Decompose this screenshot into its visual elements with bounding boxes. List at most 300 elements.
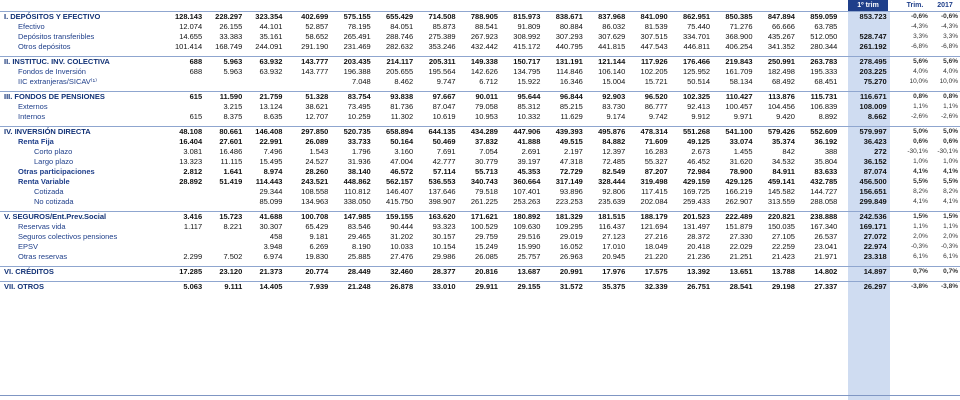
current-quarter-value: 36.152 (863, 157, 887, 166)
period-value: 81.539 (644, 22, 668, 31)
period-value: 9.181 (309, 232, 329, 241)
quarter-change-value: 4,1% (913, 198, 928, 205)
current-quarter-value: 36.423 (863, 137, 887, 146)
period-value: 8.462 (394, 77, 414, 86)
period-value: 275.389 (428, 32, 456, 41)
current-quarter-header: 1º trim (848, 0, 888, 11)
row-label: Depósitos transferibles (18, 32, 95, 41)
period-value: 58.652 (305, 32, 329, 41)
row-label: IIC extranjeras/SICAV⁽¹⁾ (18, 77, 97, 86)
period-value: 28.377 (432, 267, 456, 276)
period-value: 13.651 (729, 267, 753, 276)
period-value: 435.267 (767, 32, 795, 41)
period-value (204, 187, 244, 197)
table-row (0, 167, 960, 177)
table-row (0, 127, 960, 138)
period-value: 10.259 (347, 112, 371, 121)
period-value: 402.699 (301, 12, 329, 21)
period-value: 31.620 (729, 157, 753, 166)
quarter-change-value: 4,0% (913, 68, 928, 75)
period-value: 313.559 (767, 197, 795, 206)
period-value: 108.558 (301, 187, 329, 196)
period-value: 1.455 (733, 147, 753, 156)
period-value: 288.058 (810, 197, 838, 206)
year-change-value: 6,1% (943, 253, 958, 260)
period-value: 16.486 (219, 147, 243, 156)
period-value: 88.541 (475, 22, 498, 31)
period-value: 13.124 (259, 102, 283, 111)
period-value: 181.515 (598, 212, 626, 221)
period-value: 29.019 (559, 232, 583, 241)
row-label: Efectivo (18, 22, 45, 31)
period-value: 20.991 (559, 267, 583, 276)
row-label: EPSV (18, 242, 39, 251)
period-value: 33.010 (432, 282, 456, 291)
row-label: III. FONDOS DE PENSIONES (4, 92, 105, 101)
period-value: 10.953 (475, 112, 498, 121)
period-value: 84.882 (602, 137, 626, 146)
quarter-change-value: 8,2% (913, 188, 928, 195)
year-change-value: 4,1% (943, 198, 958, 205)
period-value: 106.839 (810, 102, 838, 111)
period-value: 151.879 (725, 222, 753, 231)
period-value: 262.907 (725, 197, 753, 206)
period-value: 29.344 (259, 187, 283, 196)
period-value: 121.694 (640, 222, 668, 231)
period-value: 441.815 (598, 42, 626, 51)
table-row (0, 197, 960, 207)
period-value: 288.746 (386, 32, 414, 41)
period-value: 615 (189, 92, 203, 101)
period-value: 35.375 (602, 282, 626, 291)
period-value: 100.457 (725, 102, 753, 111)
period-value: 338.050 (343, 197, 371, 206)
period-value: 131.497 (682, 222, 711, 231)
period-value: 21.423 (771, 252, 795, 261)
period-value: 80.661 (219, 127, 243, 136)
row-label: V. SEGUROS/Ent.Prev.Social (4, 212, 107, 221)
period-value: 35.161 (259, 32, 283, 41)
table-header (848, 0, 960, 11)
period-value: 205.311 (428, 57, 456, 66)
period-value: 80.884 (559, 22, 583, 31)
period-value: 29.155 (517, 282, 541, 291)
period-value: 214.117 (386, 57, 414, 66)
period-value: 86.032 (602, 22, 626, 31)
period-value: 44.101 (259, 22, 283, 31)
period-value: 38.140 (347, 167, 371, 176)
period-value: 195.333 (810, 67, 838, 76)
period-value: 125.952 (682, 67, 711, 76)
table-row (0, 22, 960, 32)
period-value: 87.207 (644, 167, 668, 176)
period-value: 308.992 (513, 32, 541, 41)
period-value: 26.878 (390, 282, 414, 291)
period-value: 847.894 (767, 12, 795, 21)
period-value: 51.328 (305, 92, 329, 101)
period-value: 26.089 (305, 137, 329, 146)
period-value: 291.190 (301, 42, 329, 51)
current-quarter-value: 272 (874, 147, 887, 156)
period-value: 22.259 (771, 242, 795, 251)
period-value: 21.759 (259, 92, 283, 101)
period-value: 128.143 (175, 12, 203, 21)
current-quarter-value: 26.297 (863, 282, 887, 291)
quarter-change-value: 1,1% (913, 223, 928, 230)
period-value: 7.939 (309, 282, 329, 291)
period-value: 21.248 (347, 282, 371, 291)
row-label: Otras participaciones (18, 167, 95, 176)
period-value: 95.644 (517, 92, 541, 101)
period-value: 253.263 (513, 197, 541, 206)
period-value: 6.974 (263, 252, 283, 261)
period-value: 228.297 (215, 12, 243, 21)
period-value: 26.155 (219, 22, 243, 31)
period-value: 220.821 (767, 212, 795, 221)
period-value: 9.420 (776, 112, 795, 121)
period-value: 51.419 (219, 177, 243, 186)
period-value: 11.590 (219, 92, 243, 101)
period-value: 121.144 (598, 57, 626, 66)
period-value: 79.058 (475, 102, 498, 111)
period-value: 20.418 (687, 242, 711, 251)
period-value: 447.543 (640, 42, 668, 51)
period-value: 19.830 (305, 252, 329, 261)
row-label: VII. OTROS (4, 282, 45, 291)
table-row (0, 92, 960, 103)
period-value: 26.537 (814, 232, 838, 241)
period-value: 21.971 (814, 252, 838, 261)
period-value: 31.572 (559, 282, 583, 291)
period-value: 181.329 (555, 212, 583, 221)
current-quarter-value: 853.723 (859, 12, 887, 21)
period-value: 432.442 (470, 42, 498, 51)
period-value: 41.688 (259, 212, 283, 221)
table-row (0, 102, 960, 112)
period-value: 68.492 (771, 77, 795, 86)
period-value: 85.099 (259, 197, 283, 206)
period-value: 35.374 (771, 137, 795, 146)
row-label: Externos (18, 102, 48, 111)
table-row (0, 147, 960, 157)
period-value: 27.105 (771, 232, 795, 241)
period-value: 13.687 (517, 267, 541, 276)
table-row (0, 157, 960, 167)
quarter-change-value: -2,6% (910, 113, 928, 120)
table-row (0, 187, 960, 197)
row-label: VI. CRÉDITOS (4, 267, 54, 276)
period-value: 115.731 (810, 92, 838, 101)
period-value: 6.269 (309, 242, 329, 251)
period-value: 97.667 (432, 92, 456, 101)
period-value: 446.811 (683, 42, 711, 51)
current-quarter-value: 14.897 (863, 267, 887, 276)
period-value: 100.529 (470, 222, 498, 231)
period-value: 575.155 (343, 12, 371, 21)
period-value: 38.621 (305, 102, 329, 111)
period-value: 85.873 (432, 22, 456, 31)
year-change-value: -4,3% (941, 23, 958, 30)
quarter-change-value: 2,0% (913, 233, 928, 240)
year-change-value: -6,8% (941, 43, 958, 50)
current-quarter-value: 108.009 (859, 102, 887, 111)
period-value: 28.260 (305, 167, 329, 176)
period-value: 143.777 (301, 67, 329, 76)
period-value: 159.155 (386, 212, 414, 221)
period-value: 1.117 (183, 222, 203, 231)
table-row (0, 267, 960, 278)
period-value: 85.312 (517, 102, 541, 111)
period-value: 163.620 (428, 212, 456, 221)
period-value: 862.951 (682, 12, 711, 21)
current-quarter-value: 299.849 (859, 197, 887, 206)
current-quarter-value: 116.671 (859, 92, 887, 101)
period-value: 90.011 (475, 92, 498, 101)
row-label: Internos (18, 112, 46, 121)
table-row (0, 57, 960, 68)
period-value: 21.251 (729, 252, 753, 261)
period-value: 63.932 (259, 67, 283, 76)
period-value: 93.323 (432, 222, 456, 231)
period-value: 8.221 (223, 222, 243, 231)
quarter-change-value: 4,1% (913, 168, 928, 175)
row-label: Renta Variable (18, 177, 70, 186)
period-value: 107.401 (513, 187, 541, 196)
period-value: 82.549 (602, 167, 626, 176)
period-value: 307.515 (640, 32, 668, 41)
quarter-change-value: 10,0% (909, 78, 928, 85)
year-change-value: 10,0% (939, 78, 958, 85)
table-row (0, 137, 960, 147)
period-value: 27.476 (390, 252, 414, 261)
period-value: 117.415 (641, 187, 668, 196)
period-value: 458 (269, 232, 283, 241)
quarter-change-value: -4,3% (910, 23, 928, 30)
period-value: 21.220 (644, 252, 668, 261)
period-value: 2.812 (183, 167, 203, 176)
period-value: 267.923 (470, 32, 498, 41)
quarter-change-value: 3,3% (913, 33, 928, 40)
period-value: 615 (189, 112, 203, 121)
period-value: 150.035 (767, 222, 795, 231)
period-value: 32.339 (644, 282, 668, 291)
period-value: 10.332 (517, 112, 541, 121)
period-value: 10.154 (432, 242, 456, 251)
period-value: 83.754 (347, 92, 371, 101)
period-value: 58.134 (729, 77, 753, 86)
period-value: 161.709 (725, 67, 753, 76)
period-value: 20.774 (305, 267, 329, 276)
period-value (204, 77, 244, 87)
period-value: 788.905 (470, 12, 498, 21)
period-value: 9.747 (436, 77, 456, 86)
table-row (0, 252, 960, 262)
row-label: Renta Fija (18, 137, 54, 146)
period-value: 102.325 (682, 92, 711, 101)
period-value: 85.215 (559, 102, 583, 111)
table-row (0, 282, 960, 293)
period-value: 29.759 (475, 232, 498, 241)
period-value (204, 242, 244, 252)
period-value: 15.721 (644, 77, 668, 86)
row-label: II. INSTITUC. INV. COLECTIVA (4, 57, 110, 66)
current-quarter-value: 261.192 (859, 42, 887, 51)
period-value: 11.115 (220, 157, 243, 166)
period-value: 109.630 (513, 222, 541, 231)
period-value: 29.516 (517, 232, 541, 241)
period-value: 360.664 (513, 177, 541, 186)
year-change-value: 0,6% (943, 138, 958, 145)
period-value: 75.440 (687, 22, 711, 31)
quarter-change-value: -30,1% (907, 148, 928, 155)
quarter-change-value: 6,1% (913, 253, 928, 260)
period-value: 15.004 (602, 77, 626, 86)
period-value: 850.385 (725, 12, 753, 21)
quarter-change-value: 5,0% (913, 128, 928, 135)
period-value: 2.691 (521, 147, 541, 156)
table-row (0, 222, 960, 232)
period-value: 34.532 (771, 157, 795, 166)
period-value: 307.629 (598, 32, 626, 41)
period-value: 859.059 (810, 12, 838, 21)
period-value: 9.174 (606, 112, 626, 121)
period-value: 30.307 (259, 222, 283, 231)
period-value: 117.926 (640, 57, 668, 66)
period-value: 15.495 (259, 157, 283, 166)
period-value: 340.743 (470, 177, 498, 186)
period-value: 180.892 (513, 212, 541, 221)
current-quarter-value: 156.651 (859, 187, 887, 196)
period-value: 2.299 (183, 252, 203, 261)
period-value: 5.963 (223, 57, 243, 66)
year-change-value: 5,5% (943, 178, 958, 185)
period-value: 238.888 (810, 212, 838, 221)
period-value: 334.701 (682, 32, 711, 41)
period-value: 195.564 (428, 67, 456, 76)
period-value: 5.963 (223, 67, 243, 76)
period-value: 658.894 (386, 127, 414, 136)
period-value: 63.932 (259, 57, 283, 66)
quarter-change-value: -6,8% (910, 43, 928, 50)
period-value: 551.268 (682, 127, 711, 136)
period-value: 42.777 (432, 157, 456, 166)
period-value: 7.048 (351, 77, 371, 86)
current-quarter-value: 169.171 (859, 222, 887, 231)
period-value: 36.192 (814, 137, 838, 146)
period-value: 447.906 (513, 127, 541, 136)
period-value: 93.896 (559, 187, 583, 196)
table-row (0, 32, 960, 42)
period-value: 15.990 (517, 242, 541, 251)
period-value: 33.074 (729, 137, 753, 146)
period-value: 9.111 (224, 282, 243, 291)
period-value: 265.491 (343, 32, 371, 41)
period-value: 33.383 (219, 32, 243, 41)
period-value: 134.795 (513, 67, 541, 76)
period-value: 32.460 (390, 267, 414, 276)
period-value: 536.553 (428, 177, 456, 186)
period-value: 6.712 (479, 77, 498, 86)
period-value (204, 232, 244, 242)
year-change-value: -0,3% (941, 243, 958, 250)
period-value: 20.816 (475, 267, 498, 276)
period-value: 13.788 (771, 267, 795, 276)
period-value: 37.832 (475, 137, 498, 146)
period-value: 8.635 (263, 112, 283, 121)
current-quarter-value: 22.974 (863, 242, 887, 251)
period-value: 429.125 (725, 177, 753, 186)
period-value: 55.713 (475, 167, 498, 176)
period-value: 84.911 (772, 167, 795, 176)
quarter-change-value: 5,5% (913, 178, 928, 185)
period-value: 49.125 (687, 137, 711, 146)
period-value: 714.508 (428, 12, 456, 21)
period-value: 202.084 (640, 197, 668, 206)
row-label: Cotizada (34, 187, 64, 196)
period-value: 14.405 (259, 282, 283, 291)
period-value: 17.976 (602, 267, 626, 276)
period-value: 406.254 (725, 42, 753, 51)
current-quarter-value: 203.225 (859, 67, 887, 76)
period-value: 26.963 (559, 252, 583, 261)
period-value: 244.091 (255, 42, 283, 51)
period-value: 440.795 (555, 42, 583, 51)
period-value: 47.318 (559, 157, 583, 166)
period-value: 398.907 (428, 197, 456, 206)
period-value: 28.372 (687, 232, 711, 241)
period-value: 280.344 (810, 42, 838, 51)
table-row (0, 12, 960, 23)
period-value: 520.735 (343, 127, 371, 136)
quarter-change-value: 0,8% (913, 93, 928, 100)
period-value: 328.444 (598, 177, 626, 186)
period-value: 78.195 (347, 22, 371, 31)
period-value: 297.850 (301, 127, 329, 136)
period-value: 72.984 (687, 167, 711, 176)
period-value: 9.912 (691, 112, 711, 121)
period-value (244, 77, 284, 87)
period-value: 28.449 (347, 267, 371, 276)
period-value: 219.843 (725, 57, 753, 66)
year-change-value: 1,1% (943, 223, 958, 230)
period-value: 10.033 (390, 242, 414, 251)
period-value: 235.639 (598, 197, 626, 206)
current-quarter-value: 23.318 (863, 252, 887, 261)
period-value: 14.655 (179, 32, 203, 41)
period-value: 86.777 (644, 102, 668, 111)
current-quarter-value: 456.500 (859, 177, 887, 186)
period-value: 20.945 (602, 252, 626, 261)
period-value: 201.523 (682, 212, 711, 221)
row-label: Reservas vida (18, 222, 66, 231)
period-value: 579.426 (767, 127, 795, 136)
period-value: 25.757 (517, 252, 541, 261)
period-value: 72.485 (602, 157, 626, 166)
period-value: 27.601 (219, 137, 243, 146)
year-change-value: 0,8% (943, 93, 958, 100)
period-value: 150.717 (513, 57, 541, 66)
year-change-value: -30,1% (937, 148, 958, 155)
period-value: 47.004 (390, 157, 414, 166)
period-value: 512.050 (810, 32, 838, 41)
year-change-value: 4,1% (943, 168, 958, 175)
period-value: 68.451 (814, 77, 838, 86)
period-value: 166.219 (725, 187, 753, 196)
period-value: 48.108 (179, 127, 203, 136)
period-value: 815.973 (513, 12, 541, 21)
period-value: 90.444 (390, 222, 414, 231)
year-change-value: -3,8% (941, 283, 958, 290)
